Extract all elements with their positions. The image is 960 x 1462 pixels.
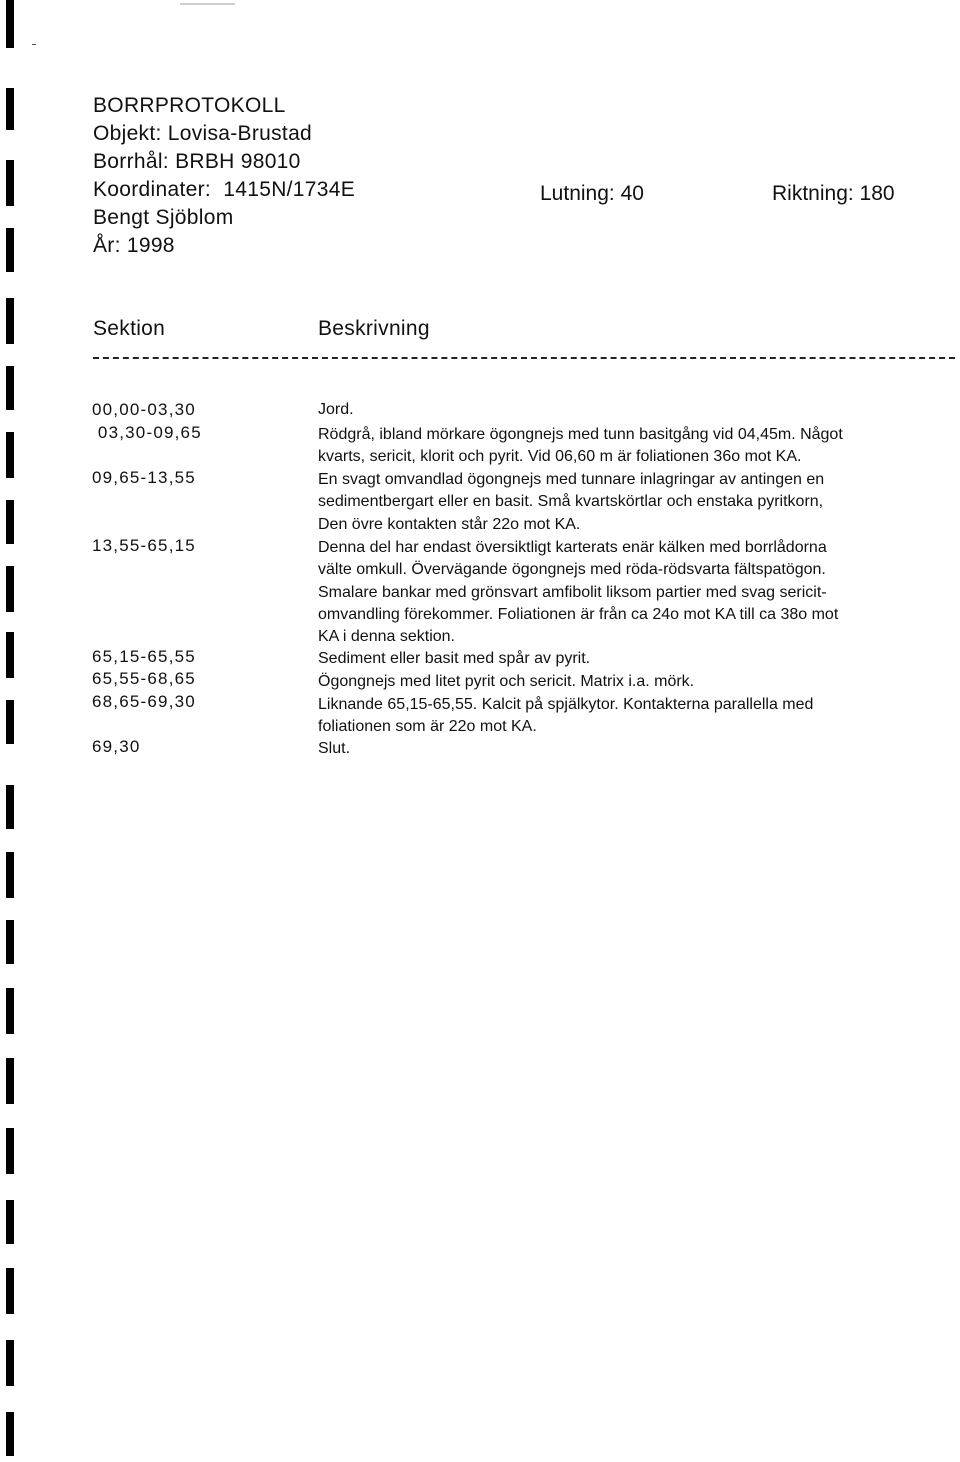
section-range: 69,30 (92, 737, 141, 756)
description-line: kvarts, sericit, klorit och pyrit. Vid 06,60 m är foliationen 36o mot KA. (318, 448, 802, 466)
binder-mark (6, 1268, 14, 1314)
scan-dot (32, 44, 36, 45)
description-line: Ögongnejs med litet pyrit och sericit. Matrix i.a. mörk. (318, 673, 695, 690)
section-range: 68,65-69,30 (92, 692, 196, 711)
section-description (318, 671, 694, 693)
section-description (318, 469, 824, 536)
binder-mark (6, 1412, 14, 1456)
description-line: Jord. (318, 401, 354, 418)
description-line: KA i denna sektion. (318, 628, 455, 646)
description-line: välte omkull. Övervägande ögongnejs med röda-rödsvarta fältspatögon. (318, 561, 826, 579)
section-description (318, 738, 350, 760)
objekt-line: Objekt: Lovisa-Brustad (93, 122, 313, 145)
section-description (318, 537, 838, 648)
section-range: 13,55-65,15 (92, 536, 196, 555)
section-description (318, 399, 354, 421)
koordinater-line: Koordinater: 1415N/1734E (93, 178, 356, 201)
section-range: 03,30-09,65 (92, 423, 202, 442)
lutning-value: Lutning: 40 (540, 182, 644, 205)
binder-mark (6, 0, 14, 48)
riktning-value: Riktning: 180 (772, 182, 895, 205)
author-line: Bengt Sjöblom (93, 206, 234, 229)
binder-mark (6, 160, 14, 206)
binder-mark (6, 298, 14, 344)
document-title: BORRPROTOKOLL (93, 94, 286, 117)
section-range: 09,65-13,55 (92, 468, 196, 487)
binder-mark (6, 852, 14, 898)
section-range: 65,15-65,55 (92, 647, 196, 666)
binder-mark (6, 228, 14, 272)
binder-mark (6, 1340, 14, 1386)
description-line: Den övre kontakten står 22o mot KA. (318, 515, 581, 533)
binder-mark (6, 700, 14, 744)
binder-mark (6, 366, 14, 410)
binder-mark (6, 920, 14, 964)
description-line: En svagt omvandlad ögongnejs med tunnare inlagringar av antingen en (318, 471, 825, 488)
description-line: sedimentbergart eller en basit. Små kvartskörtlar och enstaka pyritkorn, (318, 493, 824, 511)
description-line: Rödgrå, ibland mörkare ögongnejs med tunn basitgång vid 04,45m. Något (318, 426, 843, 443)
description-line: foliationen som är 22o mot KA. (318, 718, 537, 736)
sektion-column-header: Sektion (93, 317, 166, 340)
description-line: Smalare bankar med grönsvart amfibolit liksom partier med svag sericit- (318, 583, 827, 601)
binder-mark (6, 1058, 14, 1104)
scan-smudge (180, 3, 235, 5)
description-line: Slut. (318, 740, 351, 757)
description-line: Sediment eller basit med spår av pyrit. (318, 650, 591, 667)
section-range: 65,55-68,65 (92, 669, 196, 688)
beskrivning-column-header: Beskrivning (318, 317, 430, 340)
description-line: omvandling förekommer. Foliationen är från ca 24o mot KA till ca 38o mot (318, 605, 839, 623)
binder-mark (6, 988, 14, 1034)
binder-mark (6, 785, 14, 829)
binder-mark (6, 632, 14, 678)
section-range: 00,00-03,30 (92, 400, 196, 419)
binder-mark (6, 1200, 14, 1244)
binder-mark (6, 566, 14, 612)
description-line: Denna del har endast översiktligt karterats enär kälken med borrlådorna (318, 539, 827, 556)
section-description (318, 694, 813, 739)
protocol-header (93, 92, 355, 260)
borrhal-line: Borrhål: BRBH 98010 (93, 150, 301, 173)
binder-mark (6, 88, 14, 130)
binder-mark (6, 1128, 14, 1174)
description-line: Liknande 65,15-65,55. Kalcit på spjälkytor. Kontakterna parallella med (318, 696, 814, 713)
year-line: År: 1998 (93, 234, 175, 257)
header-divider (93, 357, 955, 359)
binder-mark (6, 500, 14, 544)
binder-mark (6, 432, 14, 478)
section-description (318, 424, 843, 469)
section-description (318, 648, 590, 670)
